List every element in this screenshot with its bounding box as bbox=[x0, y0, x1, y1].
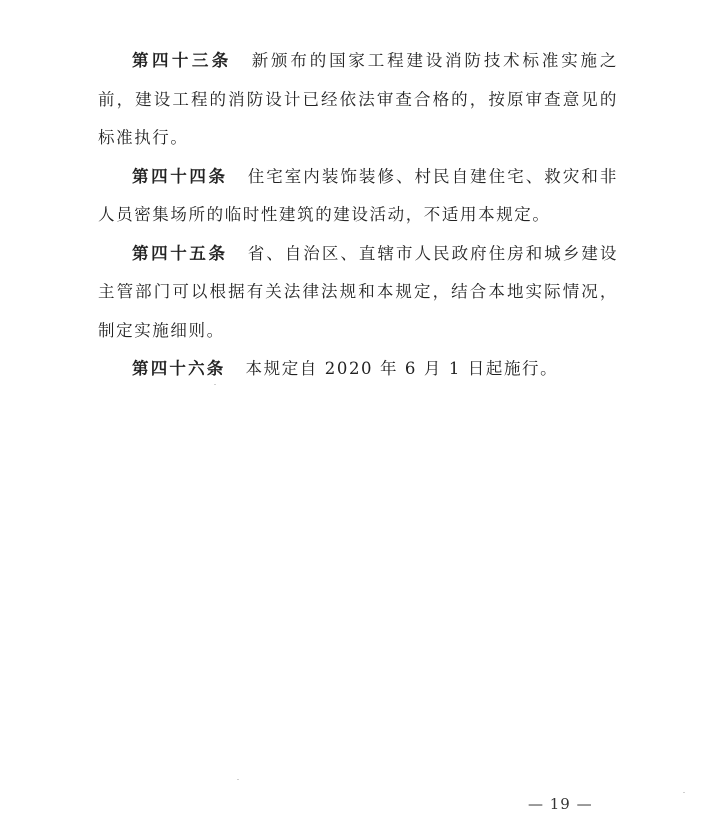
article-number: 第四十六条 bbox=[132, 359, 226, 378]
article-number: 第四十四条 bbox=[132, 166, 228, 186]
article-number: 第四十五条 bbox=[132, 243, 228, 263]
article-46 bbox=[98, 350, 618, 389]
scan-speck bbox=[237, 779, 239, 780]
article-45 bbox=[98, 235, 618, 351]
document-body bbox=[98, 42, 618, 389]
article-text: 本规定自 2020 年 6 月 1 日起施行。 bbox=[245, 359, 559, 378]
article-43 bbox=[98, 42, 618, 158]
article-text: 住宅室内装饰装修、村民自建住宅、救灾和非人员密集场所的临时性建筑的建设活动，不适用本规定。 bbox=[98, 166, 618, 224]
page-number: — 19 — bbox=[528, 795, 593, 813]
article-text: 新颁布的国家工程建设消防技术标准实施之前，建设工程的消防设计已经依法审查合格的，按原审查意见的标准执行。 bbox=[98, 51, 618, 147]
scan-speck bbox=[214, 384, 216, 385]
article-text: 省、自治区、直辖市人民政府住房和城乡建设主管部门可以根据有关法律法规和本规定，结合本地实际情况，制定实施细则。 bbox=[98, 243, 618, 340]
article-number: 第四十三条 bbox=[132, 51, 232, 70]
scan-speck bbox=[683, 792, 685, 793]
article-44 bbox=[98, 158, 618, 235]
